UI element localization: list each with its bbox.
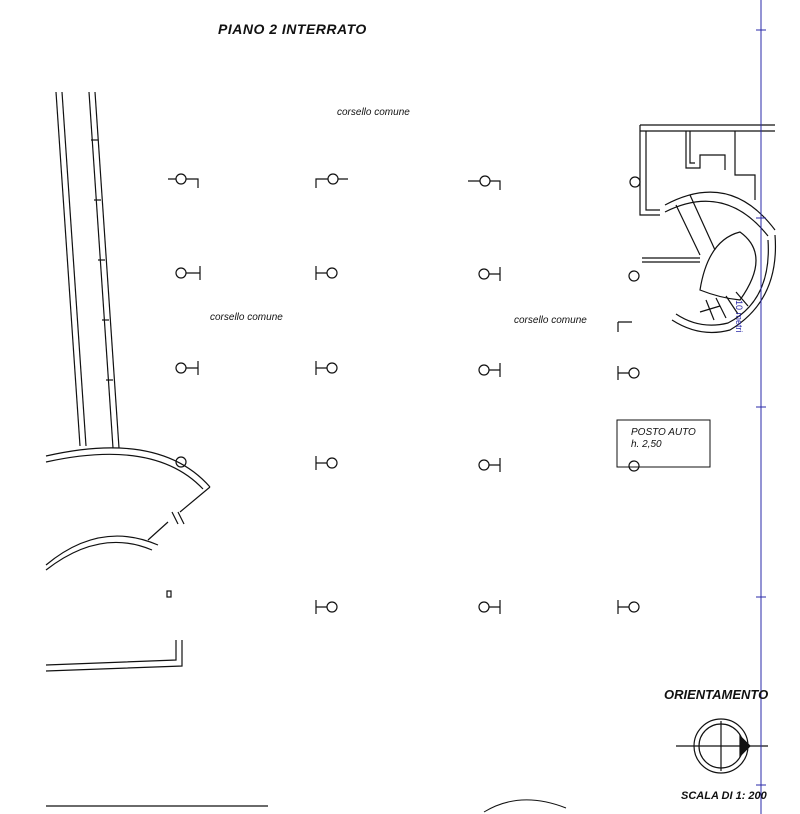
- scale-label: SCALA DI 1: 200: [681, 790, 767, 802]
- parking-label-title: POSTO AUTO: [631, 427, 696, 438]
- stair-core: [640, 125, 775, 332]
- orientation-label: ORIENTAMENTO: [664, 687, 769, 702]
- bottom-left-wall: [46, 591, 268, 806]
- compass-icon: [676, 719, 768, 773]
- stamp-arc: [484, 800, 566, 812]
- curved-ramp: [46, 448, 210, 570]
- corridor-label: corsello comune: [210, 312, 283, 323]
- parking-label: [631, 427, 696, 451]
- column-markers: [168, 174, 640, 614]
- parking-label-height: h. 2,50: [631, 439, 662, 450]
- ruler-label: 10 metri: [734, 300, 744, 333]
- ramp-walls: [56, 92, 119, 448]
- plan-title: PIANO 2 INTERRATO: [218, 21, 367, 37]
- corridor-label: corsello comune: [337, 107, 410, 118]
- corridor-label: corsello comune: [514, 315, 587, 326]
